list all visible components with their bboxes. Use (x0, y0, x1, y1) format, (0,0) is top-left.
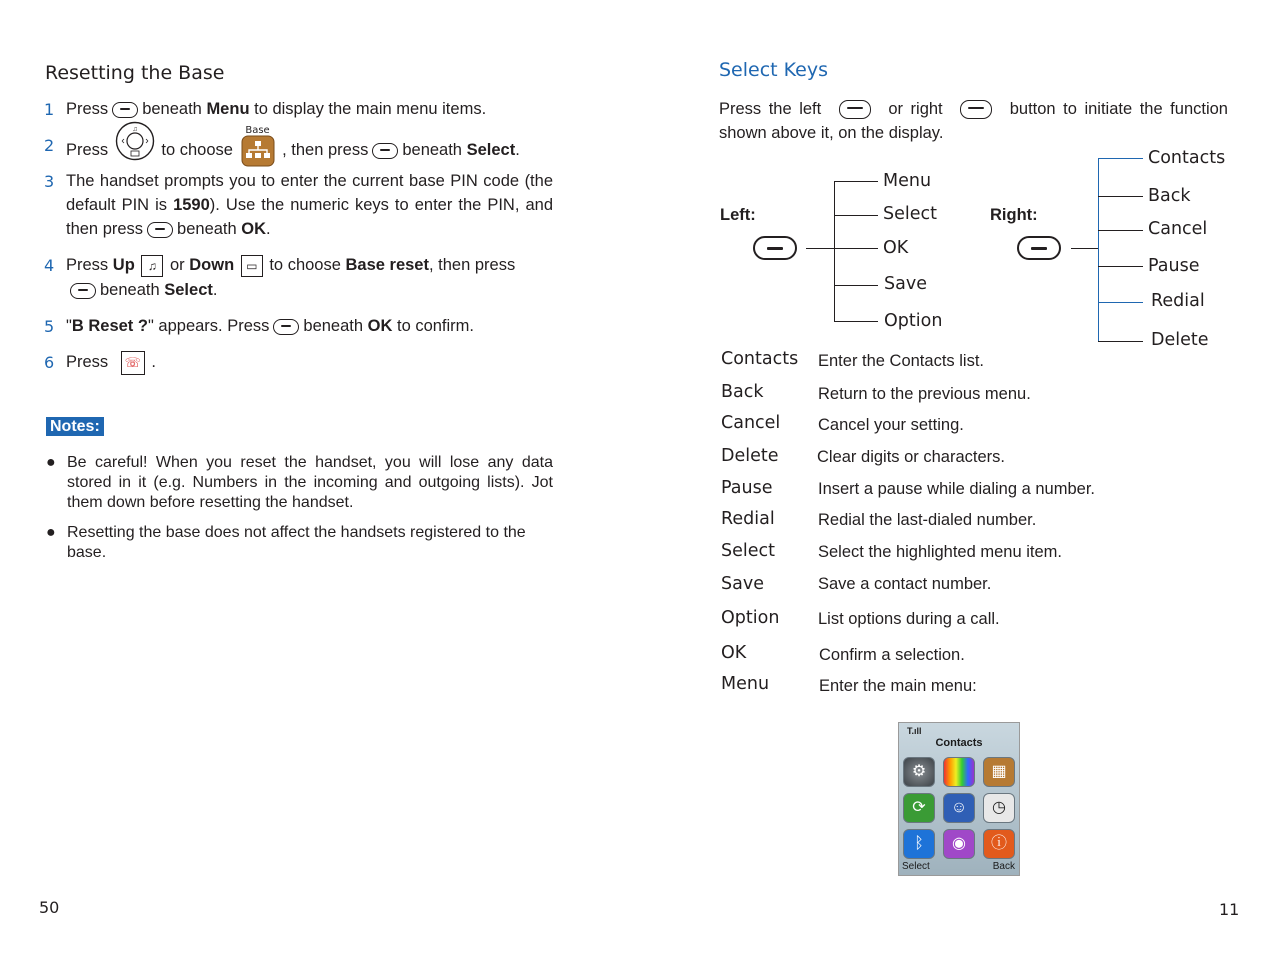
contact-key-icon: ♫ (141, 255, 163, 277)
left-label: Left: (720, 206, 756, 224)
term-description: List options during a call. (818, 610, 1000, 628)
left-softkey-icon (839, 100, 871, 119)
softkey-icon (112, 102, 138, 118)
signal-indicator: T.ıll (907, 726, 922, 736)
clock-icon: ◷ (983, 793, 1015, 823)
term-description: Redial the last-dialed number. (818, 511, 1037, 529)
left-softkey-icon (753, 236, 797, 260)
bracket-line (834, 181, 835, 322)
right-softkey-label: Back (992, 861, 1015, 872)
notes-badge: Notes: (46, 418, 104, 436)
right-item: Cancel (1148, 219, 1208, 239)
step-6: Press ☏ . (66, 350, 156, 375)
right-softkey-icon (960, 100, 992, 119)
info-icon: ⓘ (983, 829, 1015, 859)
term-description: Enter the Contacts list. (818, 352, 984, 370)
term-description: Enter the main menu: (819, 677, 977, 695)
step-5: "B Reset ?" appears. Press beneath OK to confirm. (66, 317, 475, 335)
left-item: OK (883, 238, 909, 258)
branch-line (834, 181, 878, 182)
left-item: Select (883, 204, 937, 224)
softkey-icon (273, 319, 299, 335)
term-description: Save a contact number. (818, 575, 992, 593)
step-3: The handset prompts you to enter the current base PIN code (the default PIN is 1590). Use the numeric keys to enter the PIN, and then press beneath OK. (66, 172, 553, 238)
right-item: Delete (1151, 330, 1209, 350)
branch-line (1098, 230, 1143, 231)
left-item: Save (884, 274, 927, 294)
bluetooth-icon: ᛒ (903, 829, 935, 859)
softkey-icon (147, 222, 173, 238)
step-number: 6 (44, 353, 55, 372)
step-number: 1 (44, 100, 55, 119)
softkey-bar (899, 861, 1019, 875)
step-number: 5 (44, 317, 55, 336)
screen-title: Contacts (935, 737, 983, 749)
term-description: Return to the previous menu. (818, 385, 1031, 403)
audio-icon: ◉ (943, 829, 975, 859)
page-number-right: 11 (1219, 900, 1240, 919)
branch-line (834, 248, 878, 249)
term: OK (721, 643, 747, 663)
branch-line (834, 215, 878, 216)
bullet-icon: ● (46, 454, 56, 471)
contacts-icon: ☺ (943, 793, 975, 823)
display-icon (943, 757, 975, 787)
term-description: Confirm a selection. (819, 646, 965, 664)
right-item: Redial (1151, 291, 1205, 311)
term: Redial (721, 509, 775, 529)
left-item: Option (884, 311, 943, 331)
right-item: Back (1148, 186, 1191, 206)
term-description: Clear digits or characters. (817, 448, 1005, 466)
term-description: Select the highlighted menu item. (818, 543, 1062, 561)
step-2: Press ♫ to choose Base , then press beneath Select. (66, 133, 520, 168)
note-item: Be careful! When you reset the handset, you will lose any data stored in it (e.g. Numbers in the incoming and outgoing lists). Jot them down before resetting the handset. (67, 454, 553, 511)
step-number: 2 (44, 136, 55, 155)
right-softkey-icon (1017, 236, 1061, 260)
left-item: Menu (883, 171, 932, 191)
right-item: Contacts (1148, 148, 1226, 168)
branch-line (834, 321, 878, 322)
base-menu-icon: Base (241, 135, 275, 167)
sync-icon: ⟳ (903, 793, 935, 823)
branch-line (1098, 302, 1143, 303)
phone-screen (898, 722, 1020, 876)
term-description: Cancel your setting. (818, 416, 964, 434)
step-number: 3 (44, 172, 55, 191)
term-description: Insert a pause while dialing a number. (818, 480, 1096, 498)
term: Option (721, 608, 780, 628)
note-item: Resetting the base does not affect the handsets registered to the base. (67, 524, 526, 561)
nav-key-icon (115, 121, 155, 168)
step-1: Press beneath Menu to display the main menu items. (66, 100, 487, 118)
term: Contacts (721, 349, 799, 369)
step-4: Press Up ♫ or Down ▭ to choose Base reset, then press (66, 253, 553, 277)
step-4-cont: beneath Select. (66, 278, 217, 302)
right-label: Right: (990, 206, 1038, 224)
section-title: Select Keys (719, 59, 828, 81)
term: Back (721, 382, 764, 402)
term: Select (721, 541, 775, 561)
connector-line (806, 248, 834, 249)
branch-line (1098, 341, 1143, 342)
right-item: Pause (1148, 256, 1200, 276)
term: Cancel (721, 413, 781, 433)
step-number: 4 (44, 256, 55, 275)
term: Save (721, 574, 764, 594)
branch-line (1098, 196, 1143, 197)
end-call-key-icon: ☏ (121, 351, 145, 375)
intro-text: Press the left or right button to initiate the function shown above it, on the display. (719, 100, 1228, 142)
term: Pause (721, 478, 773, 498)
branch-line (834, 285, 878, 286)
term: Delete (721, 446, 779, 466)
branch-line (1098, 266, 1143, 267)
settings-icon: ⚙ (903, 757, 935, 787)
page-title: Resetting the Base (45, 62, 225, 84)
bracket-line (1098, 158, 1099, 342)
softkey-icon (70, 283, 96, 299)
svg-text:♫: ♫ (132, 126, 138, 133)
left-softkey-label: Select (902, 861, 930, 872)
phonebook-key-icon: ▭ (241, 255, 263, 277)
bullet-icon: ● (46, 524, 56, 541)
base-icon: ▦ (983, 757, 1015, 787)
term: Menu (721, 674, 770, 694)
branch-line (1098, 158, 1143, 159)
page-number-left: 50 (39, 898, 60, 917)
softkey-icon (372, 143, 398, 159)
connector-line (1071, 248, 1099, 249)
